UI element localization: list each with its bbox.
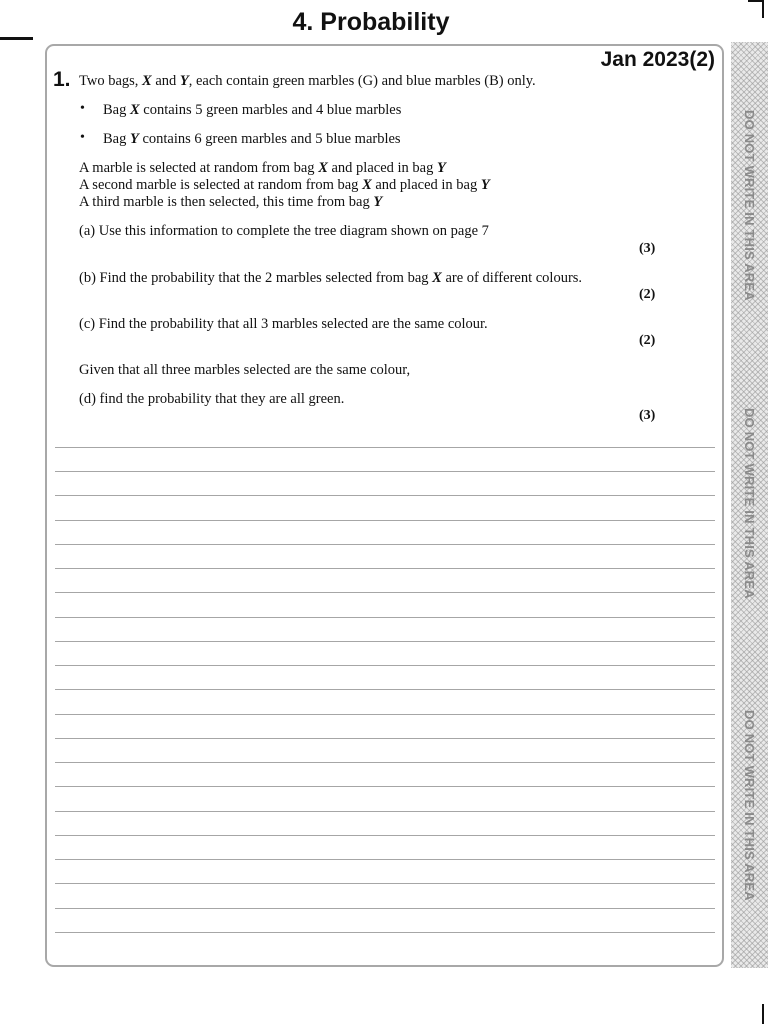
answer-line[interactable] <box>55 883 715 884</box>
paper-reference: Jan 2023(2) <box>600 48 715 71</box>
part-d-marks: (3) <box>639 408 656 423</box>
do-not-write-label: DO NOT WRITE IN THIS AREA <box>742 408 757 599</box>
page-title: 4. Probability <box>292 8 450 36</box>
answer-line[interactable] <box>55 520 715 521</box>
crop-mark-top-right <box>762 0 764 18</box>
answer-line[interactable] <box>55 592 715 593</box>
part-b-marks: (2) <box>639 287 656 302</box>
crop-mark-top-right-h <box>748 0 764 2</box>
bullet-dot: • <box>80 130 85 145</box>
answer-line[interactable] <box>55 714 715 715</box>
part-c: (c) Find the probability that all 3 marbles selected are the same colour. <box>79 316 488 332</box>
question-intro: Two bags, X and Y, each contain green marbles (G) and blue marbles (B) only. <box>79 73 536 89</box>
bullet-bag-y: Bag Y contains 6 green marbles and 5 blue marbles <box>103 131 401 147</box>
answer-line[interactable] <box>55 641 715 642</box>
process-line-3: A third marble is then selected, this time from bag Y <box>79 194 383 210</box>
answer-line[interactable] <box>55 835 715 836</box>
question-frame <box>45 44 724 967</box>
part-a-marks: (3) <box>639 241 656 256</box>
answer-line[interactable] <box>55 786 715 787</box>
answer-line[interactable] <box>55 617 715 618</box>
answer-line[interactable] <box>55 544 715 545</box>
given-statement: Given that all three marbles selected are the same colour, <box>79 362 411 378</box>
answer-line[interactable] <box>55 447 715 448</box>
answer-line[interactable] <box>55 495 715 496</box>
answer-line[interactable] <box>55 762 715 763</box>
bullet-dot: • <box>80 101 85 116</box>
process-line-1: A marble is selected at random from bag X and placed in bag Y <box>79 160 446 176</box>
part-a: (a) Use this information to complete the tree diagram shown on page 7 <box>79 223 489 239</box>
answer-line[interactable] <box>55 859 715 860</box>
answer-line[interactable] <box>55 932 715 933</box>
answer-line[interactable] <box>55 471 715 472</box>
do-not-write-label: DO NOT WRITE IN THIS AREA <box>742 110 757 301</box>
answer-line[interactable] <box>55 811 715 812</box>
margin-strip <box>731 42 768 968</box>
answer-line[interactable] <box>55 738 715 739</box>
crop-mark-top-left <box>0 37 33 40</box>
process-line-2: A second marble is selected at random from bag X and placed in bag Y <box>79 177 490 193</box>
answer-line[interactable] <box>55 908 715 909</box>
part-c-marks: (2) <box>639 333 656 348</box>
crop-mark-bottom-right <box>762 1004 764 1024</box>
answer-line[interactable] <box>55 665 715 666</box>
bullet-bag-x: Bag X contains 5 green marbles and 4 blue marbles <box>103 102 402 118</box>
part-d: (d) find the probability that they are all green. <box>79 391 345 407</box>
answer-line[interactable] <box>55 689 715 690</box>
answer-line[interactable] <box>55 568 715 569</box>
question-number: 1. <box>53 68 71 91</box>
part-b: (b) Find the probability that the 2 marbles selected from bag X are of different colours. <box>79 270 583 286</box>
do-not-write-label: DO NOT WRITE IN THIS AREA <box>742 710 757 901</box>
